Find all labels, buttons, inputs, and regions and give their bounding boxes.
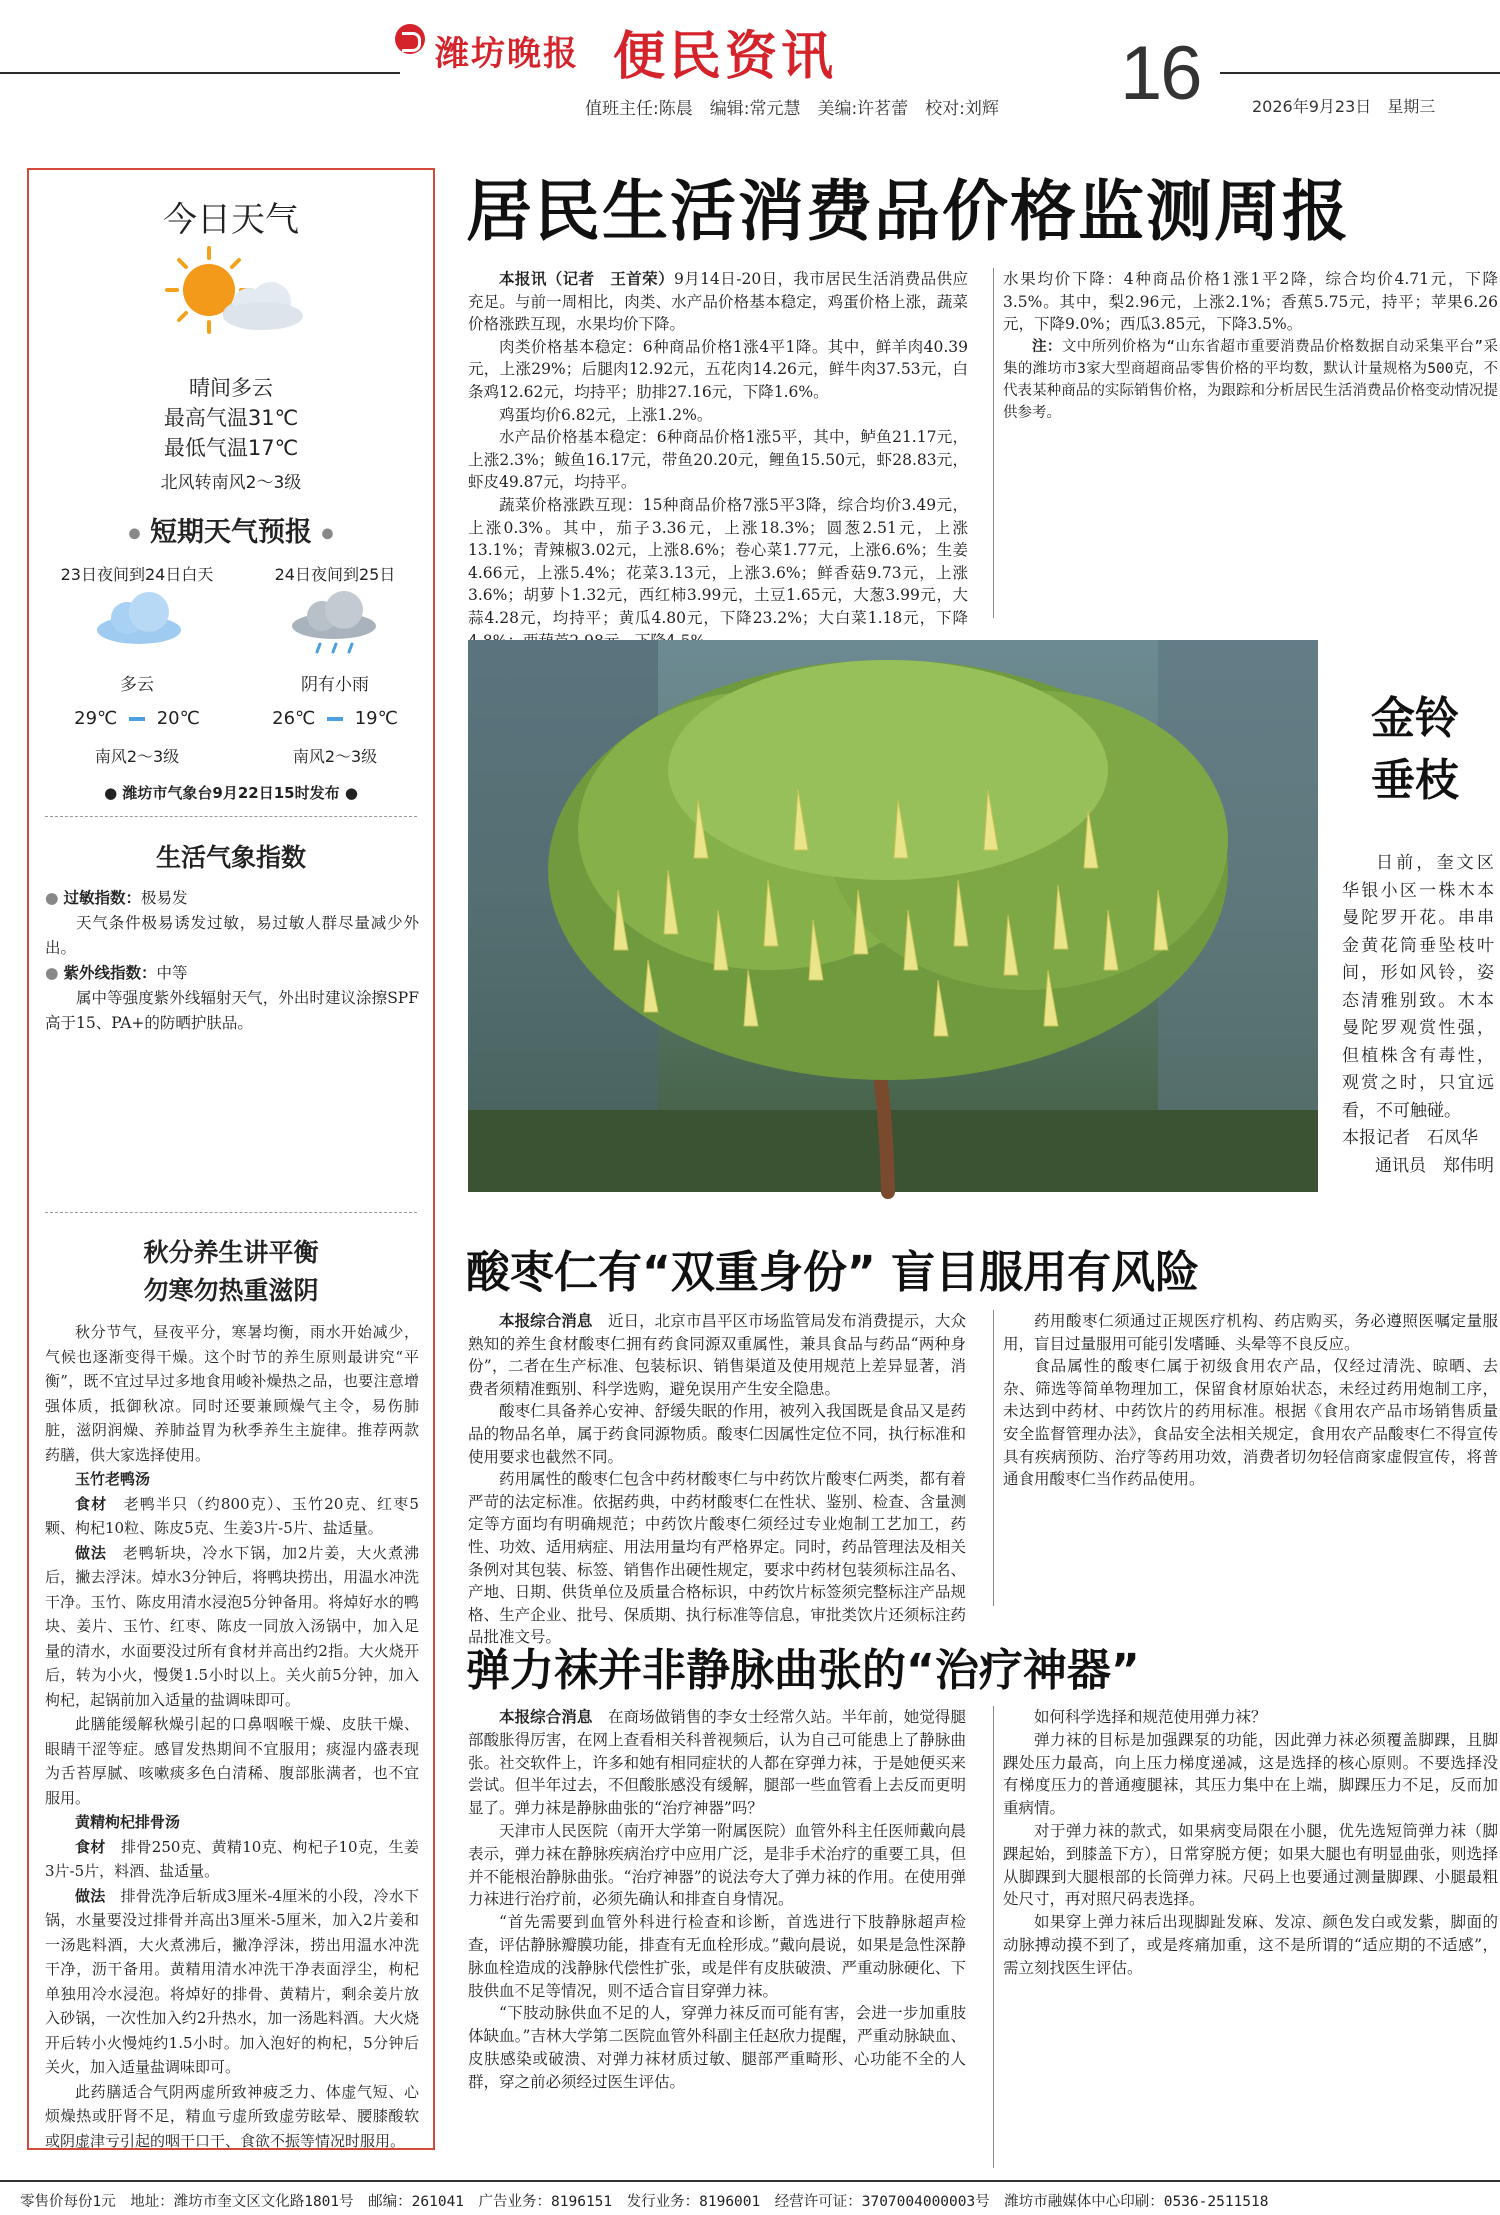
day1-period: 23日夜间到24日白天 [60,565,214,584]
article1-col1: 本报讯（记者 王首荣）9月14日-20日，我市居民生活消费品供应充足。与前一周相比，肉类、水产品价格基本稳定，鸡蛋价格上涨，蔬菜价格涨跌互现，水果均价下降。 肉类价格基本稳定：6种商品价格1涨4平1降。其中，鲜羊肉40.39元，上涨29%；后腿肉12.92元，五花肉14.26元，鲜牛肉37.53元，白条鸡12.62元，均持平；肋排27.16元，下降1.6%。 鸡蛋均价6.82元，上涨1.2%。 水产品价格基本稳定：6种商品价格1涨5平，其中，鲈鱼21.17元，上涨2.3%；鲅鱼16.17元，带鱼20.20元，鲤鱼15.50元，虾28.83元，虾皮49.87元，均持平。 蔬菜价格涨跌互现：15种商品价格7涨5平3降，综合均价3.49元，上涨0.3%。其中，茄子3.36元，上涨18.3%；圆葱2.51元，上涨13.1%；青辣椒3.02元，上涨8.6%；卷心菜1.77元，上涨6.6%；生姜4.66元，上涨5.4%；花菜3.13元，上涨3.6%；鲜香菇9.73元，上涨3.6%；胡萝卜1.32元，西红柿3.99元，土豆1.65元，大葱3.99元，大蒜4.28元，均持平；黄瓜4.80元，下降23.2%；大白菜1.18元，下降 [468,270,968,627]
day1-condition: 多云 [120,675,154,695]
day2-high: 26℃ [272,708,316,729]
recipe1-name: 玉竹老鸭汤 [75,1470,151,1488]
cloudy-icon [89,590,189,650]
paper-name: 潍坊晚报 [435,34,579,74]
photo-datura-tree [468,640,1318,1192]
issue-date: 2026年9月23日 星期三 [1252,97,1436,116]
masthead-rule-left [0,72,400,74]
day2-temps [235,708,435,729]
column-rule [993,268,994,618]
photo-title: 金铃 垂枝 [1371,693,1459,806]
day1-low: 20℃ [156,708,200,729]
photo-caption: 日前，奎文区华银小区一株木本曼陀罗开花。串串金黄花筒垂坠枝叶间，形如风铃，姿态清雅别致。木本曼陀罗观赏性强，但植株含有毒性，观赏之时，只宜远看，不可触碰。 本报记者 石凤华 通讯员 郑伟明 [1342,850,1494,1180]
divider [45,1212,417,1213]
day2-period: 24日夜间到25日 [274,565,396,584]
light-rain-icon [284,590,384,660]
sunny-cloudy-icon [139,242,319,342]
editor-credits: 值班主任:陈晨 编辑:常元慧 美编:许茗蕾 校对:刘辉 [585,99,999,119]
article1-headline: 居民生活消费品价格监测周报 [466,173,1350,250]
allergy-index: ● 过敏指数：极易发 天气条件极易诱发过敏，易过敏人群尽量减少外出。 ● 紫外线指数：中等 属中等强度紫外线辐射天气，外出时建议涂擦SPF高于15、PA+的防晒护肤品。 [45,889,419,1032]
today-wind: 北风转南风2～3级 [160,473,302,493]
day1-temps [37,708,237,729]
day1-wind: 南风2～3级 [94,747,180,766]
sidebar-panel [27,168,435,2150]
article2-headline: 酸枣仁有“双重身份” 盲目服用有风险 [466,1247,1200,1298]
day2-low: 19℃ [354,708,398,729]
temp-dash-icon [129,717,145,721]
article3-col1: 本报综合消息 在商场做销售的李女士经常久站。半年前，她觉得腿部酸胀得厉害，在网上查看相关科普视频后，认为自己可能患上了静脉曲张。社交软件上，许多和她有相同症状的人都在穿弹力袜，于是她便买来尝试。但半年过去，不但酸胀感没有缓解，腿部一些血管看上去反而更明显了。弹力袜是静脉曲张的“治疗神器”吗？ 天津市人民医院（南开大学第一附属医院）血管外科主任医师戴向晨表示，弹力袜在静脉疾病治疗中应用广泛，是非手术治疗的重要工具，但并不能根治静脉曲张。“治疗神器”的说法夸大了弹力袜的作用。在使用弹力袜进行治疗前，必须先确认和排查自身情况。 “首先需要到血管外科进行检查和诊断，首选进行下肢静脉超声检查，评估静脉瓣膜功能，排查有无血栓形成。”戴向晨说，如果是急性深静脉血栓造成的浅静脉代偿性扩张，或是伴有皮肤破溃、严重动脉硬化、下肢供血不足等情况，则不适合盲目穿弹力袜。 “下肢动脉供血不足的人，穿弹力袜反而可能有害，会进一步加重肢体缺血。”吉林大学第二医院血管外科副主任赵欣力提醒，严重动脉缺血、皮肤感染或破溃、对弹力袜材质过敏、腿部严重畸形、心功能不全的人群，穿之前必须经过医生评估。 [468,1708,966,2091]
day2-wind: 南风2～3级 [292,747,378,766]
index-title: 生活气象指数 [155,843,306,872]
photo-credit-reporter: 本报记者 石凤华 [1342,1128,1478,1148]
recipe2-name: 黄精枸杞排骨汤 [75,1813,181,1831]
article2-col2: 药用酸枣仁须通过正规医疗机构、药店购买，务必遵照医嘱定量服用，盲目过量服用可能引发嗜睡、头晕等不良反应。 食品属性的酸枣仁属于初级食用农产品，仅经过清洗、晾晒、去杂、筛选等简单物理加工，保留食材原始状态，未经过药用炮制工序，未达到中药材、中药饮片的药用标准。根据《食用农产品市场销售质量安全监督管理办法》，食品安全法相关规定，食用农产品酸枣仁不得宣传具有疾病预防、治疗等药用功效，消费者切勿轻信商家虚假宣传，将普通食用酸枣仁当作药品使用。 [1003,1312,1498,1489]
today-low: 最低气温17℃ [163,436,299,460]
article2-col1: 本报综合消息 近日，北京市昌平区市场监管局发布消费提示，大众熟知的养生食材酸枣仁拥有药食同源双重属性，兼具食品与药品“两种身份”，二者在生产标准、包装标识、销售渠道及使用规范上差异显著，消费者须精准甄别、科学选购，避免误用产生安全隐患。 酸枣仁具备养心安神、舒缓失眠的作用，被列入我国既是食品又是药品的物品名单，属于药食同源物质。酸枣仁因属性定位不同，执行标准和使用要求也截然不同。 药用属性的酸枣仁包含中药材酸枣仁与中药饮片酸枣仁两类，都有着严苛的法定标准。依据药典，中药材酸枣仁在性状、鉴别、检查、含量测定等方面均有明确规范；中药饮片酸枣仁须经过专业炮制工艺加工，药性、功效、适用病症、用法用量均有严格界定。同时，药品管理法及相关条例对其包装、标签、销售作出硬性规定，要求中药材包装须标注品名、产地、日期、供货单位及质量合格标识，中药饮片标签须完整标注产品规格、生产企业、批号、保质期、执行标准等信息，审批类饮片还须标注药品批准文号。 [468,1312,966,1647]
article3-headline: 弹力袜并非静脉曲张的“治疗神器” [466,1645,1140,1696]
article3-col2: 如何科学选择和规范使用弹力袜？ 弹力袜的目标是加强踝泵的功能，因此弹力袜必须覆盖脚踝，且脚踝处压力最高，向上压力梯度递减，这是选择的核心原则。不要选择没有梯度压力的普通瘦腿袜，其压力集中在上端，脚踝压力不足，反而加重病情。 对于弹力袜的款式，如果病变局限在小腿，优先选短筒弹力袜（脚踝起始，到膝盖下方），日常穿脱方便；如果大腿也有明显曲张，则选择从脚踝到大腿根部的长筒弹力袜。尺码上也要通过测量脚踝、小腿最粗处尺寸，再对照尺码表选择。 如果穿上弹力袜后出现脚趾发麻、发凉、颜色发白或发紫，脚面的动脉搏动摸不到了，或是疼痛加重，这不是所谓的“适应期的不适感”，需立刻找医生评估。 [1003,1708,1498,1977]
masthead-logo [395,14,915,87]
temp-dash-icon [327,717,343,721]
day1-high: 29℃ [74,708,118,729]
forecast-title: ● 短期天气预报 ● [128,517,334,548]
photo-credit-correspondent: 通讯员 郑伟明 [1375,1155,1494,1176]
section-name: 便民资讯 [613,27,838,87]
page-number: 16 [1120,31,1201,116]
today-condition: 晴间多云 [189,376,273,400]
health-article: 秋分节气，昼夜平分，寒暑均衡，雨水开始减少，气候也逐渐变得干燥。这个时节的养生原则最讲究“平衡”，既不宜过早过多地食用峻补燥热之品，也要注意增强体质，抵御秋凉。同时还要兼顾燥气主令，易伤肺脏，滋阴润燥、养肺益胃为秋季养生主旋律。推荐两款药膳，供大家选择使用。 玉竹老鸭汤 食材 老鸭半只（约800克）、玉竹20克、红枣5颗、枸杞10粒、陈皮5克、生姜3片-5片、盐适量。 做法 老鸭斩块，冷水下锅，加2片姜，大火煮沸后，撇去浮沫。焯水3分钟后，将鸭块捞出，用温水冲洗干净。玉竹、陈皮用清水浸泡5分钟备用。将焯好水的鸭块、姜片、玉竹、红枣、陈皮一同放入汤锅中，加入足量的清水，水面要没过所有食材并高出约2指。大火烧开后，转为小火，慢煲1.5小时以上。关火前5分钟，加入枸杞，起锅前加入适量的盐调味即可。 此膳能缓解秋燥引起的口鼻咽喉干燥、皮肤干燥、眼睛干涩等症。感冒发热期间不宜服用；痰湿内盛表现为舌苔厚腻、咳嗽痰多色白清稀、腹部胀满者，也不宜服用。 黄精枸杞排骨汤 食材 排骨250克、黄精10克、枸杞子10克，生姜3片-5片，料酒、盐适量。 做法 排骨洗净后斩成3厘米-4厘米的小段，冷水下锅，水量要没过排骨并高出3厘米-5厘米，加入2片姜和一汤匙料酒，大火煮沸后，撇净浮沫，捞出用温水冲洗干净，沥干备用。黄精用清水冲洗干净表面浮尘，枸杞单独用冷水浸泡。将焯好的排骨、黄精片，剩余姜片放入砂锅，一次性加入约2升热水，加一汤匙料酒。大火烧开后转小火慢炖约1.5小时。加入泡好的枸杞，5分钟后关火，加入适量盐调味即可。 此药膳适合气阴两虚所致神疲乏力、体虚气短、心烦燥热或肝肾不足，精血亏虚所致虚劳眩晕、腰膝酸软或阴虚津亏引起的咽干口干、食欲不振等情况时服用。 [45,1323,419,2150]
flowering-tree-image [468,640,1318,1192]
column-rule [993,1706,994,2168]
forecast-source: ● 潍坊市气象台9月22日15时发布 ● [104,784,358,802]
today-high: 最高气温31℃ [163,406,299,430]
day2-condition: 阴有小雨 [301,675,369,695]
page-footer: 零售价每份1元 地址：潍坊市奎文区文化路1801号 邮编：261041 广告业务：8196151 发行业务：8196001 经营许可证：3707004000003号 潍坊市融媒体中心印刷：0536-2511518 [0,2180,1500,2215]
article1-col2: 水果均价下降：4种商品价格1涨1平2降，综合均价4.71元，下降3.5%。其中，梨2.96元，上涨2.1%；香蕉5.75元，持平；苹果6.26元，下降9.0%；西瓜3.85元，下降3.5%。 注：文中所列价格为“山东省超市重要消费品价格数据自动采集平台”采集的潍坊市3家大型商超商品零售价格的平均数，默认计量规格为500克，不代表某种商品的实际销售价格，为跟踪和分析居民生活消费品价格变动情况提供参考。 [1003,270,1498,421]
column-rule [993,1310,994,1606]
weather-title: 今日天气 [163,200,299,240]
health-title: 秋分养生讲平衡 勿寒勿热重滋阴 [143,1238,319,1305]
paper-logo-icon [395,24,425,54]
masthead-rule-right [1220,72,1500,74]
divider [45,816,417,817]
